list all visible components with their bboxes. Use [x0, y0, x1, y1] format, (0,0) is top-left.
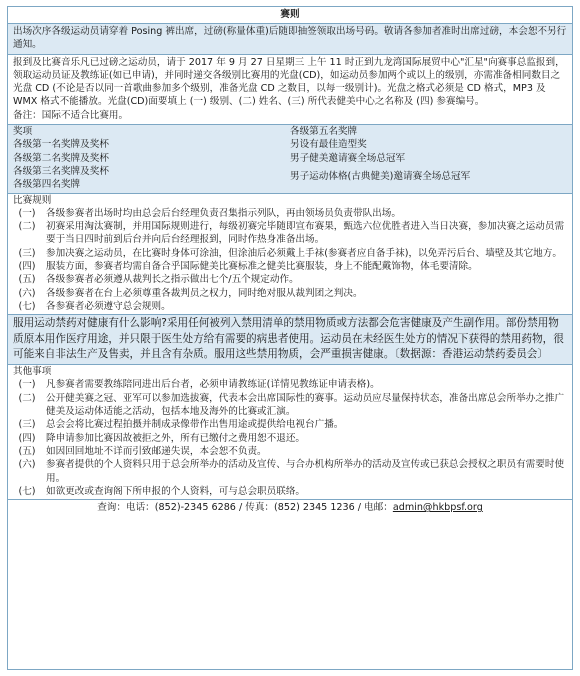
rule-item [8, 220, 572, 247]
award-item: 男子运动体格(古典健美)邀请赛全场总冠军 [290, 170, 471, 182]
other-item [8, 378, 572, 391]
other-text: 如因回回地址不详而引致邮递失误，本会恕不负责。 [46, 445, 267, 457]
rules-section [8, 194, 572, 316]
rule-number: (六) [18, 287, 36, 299]
award-item: 各级第一名奖牌及奖杯 [13, 139, 109, 151]
rule-text: 参加决赛之运动员，在比赛时身体可涂油，但涂油后必须戴上手袜(参赛者应自备手袜)，以免弄污后台、墙壁及其它地方。 [46, 247, 562, 259]
other-number: (三) [18, 419, 36, 431]
email-link[interactable]: admin@hkbpsf.org [392, 502, 483, 514]
other-text: 凡参赛者需要教练陪同进出后台者，必须申请教练证(详情见教练证申请表格)。 [46, 379, 380, 391]
other-item [8, 485, 572, 498]
other-number: (六) [18, 459, 36, 471]
awards-left-column [13, 125, 290, 191]
awards-heading: 奖项 [13, 126, 33, 138]
rule-text: 各级参赛者在台上必须尊重各裁判员之权力，同时绝对服从裁判团之判决。 [46, 287, 363, 299]
award-item: 各级第三名奖牌及奖杯 [13, 165, 109, 177]
document-title: 赛则 [8, 7, 572, 24]
awards-right-column [290, 125, 567, 191]
award-item: 男子健美邀请赛全场总冠军 [290, 152, 406, 164]
rules-document [7, 6, 573, 670]
rules-heading: 比赛规则 [13, 194, 52, 206]
rule-item [8, 273, 572, 286]
note-text: 备注：国际不适合比赛用。 [13, 109, 129, 121]
other-item [8, 432, 572, 445]
rule-text: 服装方面，参赛者均需自备合乎国际健美比赛标准之健美比赛服装，身上不能配戴饰物，体毛要清除。 [46, 261, 478, 273]
rule-item [8, 207, 572, 220]
registration-text: 报到及比赛音乐凡已过磅之运动员，请于 2017 年 9 月 27 日星期三 上午 11 时正到九龙湾国际展贸中心"汇星"向赛事总监报到，领取运动员证及教练证(如已申请)，并同时递交各级别比赛用的光盘(CD)，如运动员参加两个或以上的级别，亦需准备相同数目之光盘 CD (不论是否以同一首歌曲参加多个级别，准备光盘 CD 之数目，以每一级别计)。光盘之格式必须是 CD 格式，MP3 及 WMX 格式不能播放。光盘(CD)面要填上 (一) 级别、(二) 姓名、(三) 所代表健美中心之名称及 (四) 参赛编号。 [13, 56, 565, 108]
registration-section [8, 55, 572, 125]
contact-footer [8, 500, 572, 514]
other-text: 参赛者提供的个人资料只用于总会所举办的活动及宣传、与合办机构所举办的活动及宣传或已获总会授权之职员有需要时使用。 [46, 459, 565, 484]
rule-item [8, 300, 572, 313]
other-item [8, 392, 572, 419]
other-number: (一) [18, 379, 36, 391]
rule-number: (一) [18, 207, 36, 219]
award-item: 各级第五名奖牌 [290, 126, 358, 138]
rule-item [8, 287, 572, 300]
rule-text: 各参赛者必须遵守总会规则。 [46, 300, 171, 312]
contact-text: 查询：电话：(852)-2345 6286 / 传真：(852) 2345 1236 / 电邮： [97, 502, 393, 514]
banned-substances-notice: 服用运动禁药对健康有什么影响?采用任何被列入禁用清单的禁用物质或方法都会危害健康及产生副作用。部份禁用物质原本用作医疗用途，并只限于医生处方给有需要的病患者使用。运动员在未经医生处方的情况下获得的禁用药物，很可能来自非法生产及售卖，并且含有杂质。服用这些禁用物质，会严重损害健康。〔数据源：香港运动禁药委员会〕 [8, 315, 572, 365]
rule-number: (二) [18, 221, 36, 233]
other-number: (七) [18, 485, 36, 497]
rule-number: (五) [18, 274, 36, 286]
rule-text: 各级参赛者必须遵从裁判长之指示做出七个/五个规定动作。 [46, 274, 299, 286]
other-number: (四) [18, 432, 36, 444]
rule-number: (三) [18, 247, 36, 259]
other-text: 降申请参加比赛因故被拒之外，所有已缴付之费用恕不退还。 [46, 432, 306, 444]
other-text: 如欲更改或查询阁下所申报的个人资料，可与总会职员联络。 [46, 485, 306, 497]
award-item: 各级第二名奖牌及奖杯 [13, 152, 109, 164]
rule-item [8, 247, 572, 260]
other-text: 总会会将比赛过程拍摄并制成录像带作出售用途或提供给电视台广播。 [46, 419, 344, 431]
intro-section: 出场次序各级运动员请穿着 Posing 裤出席，过磅(称量体重)后随即抽签领取出场号码。敬请各参加者准时出席过磅，本会恕不另行通知。 [8, 24, 572, 55]
other-matters-section [8, 365, 572, 500]
other-matters-heading: 其他事项 [13, 366, 52, 378]
other-item [8, 445, 572, 458]
other-item [8, 418, 572, 431]
award-item: 各级第四名奖牌 [13, 179, 81, 191]
other-number: (五) [18, 445, 36, 457]
award-item: 另设有最佳造型奖 [290, 139, 367, 151]
rule-number: (七) [18, 300, 36, 312]
rule-number: (四) [18, 261, 36, 273]
other-item [8, 458, 572, 485]
other-number: (二) [18, 392, 36, 404]
rule-item [8, 260, 572, 273]
awards-section [8, 125, 572, 193]
rule-text: 初赛采用淘汰赛制，并用国际规则进行，每级初赛完毕随即宣布赛果，甄选六位优胜者进入当日决赛，参加决赛之运动员需要于当日四时前到后台并向后台经理报到，同时作热身准备出场。 [46, 221, 565, 246]
other-text: 公开健美赛之冠、亚军可以参加选拔赛，代表本会出席国际性的赛事。运动员应尽量保持状态，准备出席总会所举办之推广健美及运动体适能之活动，包括本地及海外的比赛或汇演。 [46, 392, 565, 418]
rule-text: 各级参赛者出场时均由总会后台经理负责召集指示列队，再由领场员负责带队出场。 [46, 207, 401, 219]
